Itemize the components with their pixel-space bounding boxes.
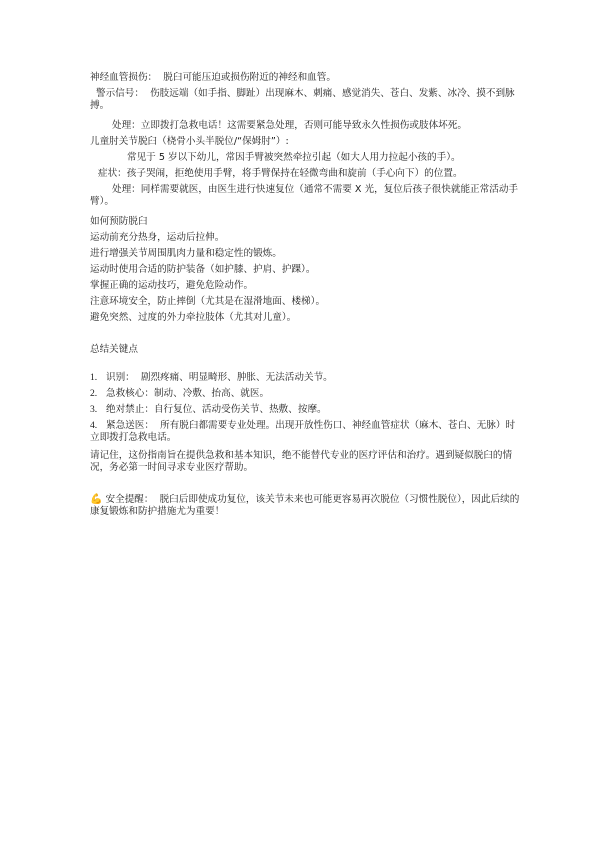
- summary-item-number: 1.: [90, 372, 98, 383]
- nerve-injury-text: 脱臼可能压迫或损伤附近的神经和血管。: [163, 72, 336, 83]
- summary-item-number: 2.: [90, 388, 98, 399]
- summary-item-text: 剧烈疼痛、明显畸形、肿胀、无法活动关节。: [140, 372, 333, 383]
- prevention-item: 掌握正确的运动技巧，避免危险动作。: [90, 280, 254, 291]
- prevention-item: 运动时使用合适的防护装备（如护膝、护肩、护踝）。: [90, 264, 316, 275]
- summary-item: [90, 388, 520, 400]
- nerve-injury-label: 神经血管损伤：: [90, 72, 158, 83]
- prevention-item: 运动前充分热身，运动后拉伸。: [90, 232, 225, 243]
- warning-signs: [90, 88, 520, 112]
- prevention-item: 进行增强关节周围肌肉力量和稳定性的锻炼。: [90, 248, 282, 259]
- child-elbow-treatment: 处理：同样需要就医，由医生进行快速复位（通常不需要 X 光，复位后孩子很快就能正常活动手臂）。: [90, 184, 519, 207]
- summary-item: [90, 372, 520, 384]
- summary-item-number: 3.: [90, 404, 98, 415]
- safety-text: 脱臼后即使成功复位，该关节未来也可能更容易再次脱位（习惯性脱位），因此后续的康复锻炼和防护措施尤为重要！: [90, 494, 520, 517]
- prevention-item: 避免突然、过度的外力牵拉肢体（尤其对儿童）。: [90, 312, 297, 323]
- summary-title: 总结关键点: [90, 344, 138, 355]
- prevention-item: 注意环境安全，防止摔倒（尤其是在湿滑地面、楼梯）。: [90, 296, 326, 307]
- summary-item: [90, 420, 520, 444]
- summary-item-text: 自行复位、活动受伤关节、热敷、按摩。: [153, 404, 327, 415]
- summary-item: [90, 404, 520, 416]
- prevention-title: 如何预防脱臼: [90, 216, 148, 227]
- warning-label: 警示信号：: [96, 88, 144, 99]
- safety-label: 安全提醒：: [105, 494, 154, 505]
- treatment-line: 处理：立即拨打急救电话！这需要紧急处理，否则可能导致永久性损伤或肢体坏死。: [112, 120, 467, 131]
- summary-item-label: 绝对禁止：: [106, 404, 154, 415]
- child-elbow-symptom: 症状：孩子哭闹，拒绝使用手臂，将手臂保持在轻微弯曲和旋前（手心向下）的位置。: [98, 168, 463, 179]
- summary-item-text: 所有脱臼都需要专业处理。出现开放性伤口、神经血管症状（麻木、苍白、无脉）时立即拨打急救电话。: [90, 420, 516, 443]
- nerve-injury-line: [90, 72, 520, 84]
- warning-text: 伤肢远端（如手指、脚趾）出现麻木、刺痛、感觉消失、苍白、发紫、冰冷、摸不到脉搏。: [90, 88, 515, 111]
- summary-item-label: 急救核心：: [106, 388, 154, 399]
- child-elbow-title: 儿童肘关节脱臼（桡骨小头半脱位/“保姆肘”）:: [90, 136, 289, 147]
- summary-item-text: 制动、冷敷、抬高、就医。: [153, 388, 270, 399]
- safety-reminder: [90, 494, 520, 518]
- remember-paragraph: 请记住，这份指南旨在提供急救和基本知识，绝不能替代专业的医疗评估和治疗。遇到疑似脱臼的情况，务必第一时间寻求专业医疗帮助。: [90, 450, 513, 473]
- summary-item-label: 紧急送医：: [106, 420, 154, 431]
- summary-item-label: 识别：: [106, 372, 135, 383]
- flexed-biceps-icon: 💪: [90, 494, 103, 505]
- child-elbow-common: 常见于 5 岁以下幼儿，常因手臂被突然牵拉引起（如大人用力拉起小孩的手）。: [127, 152, 461, 163]
- summary-item-number: 4.: [90, 420, 98, 431]
